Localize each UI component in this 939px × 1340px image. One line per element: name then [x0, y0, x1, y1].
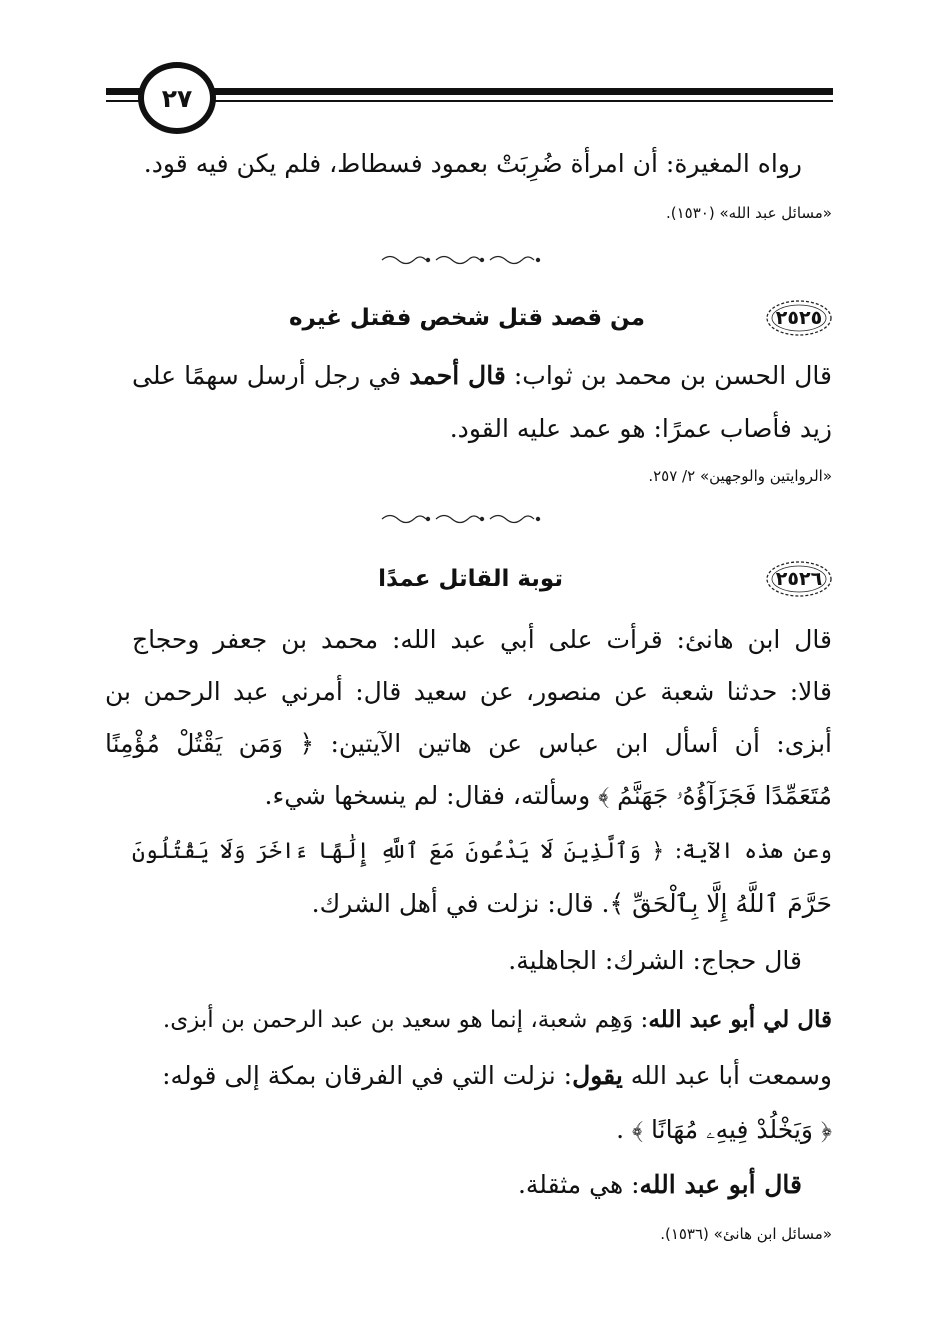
source-citation: «مسائل عبد الله» (١٥٣٠).: [666, 204, 832, 222]
paragraph-line: قال أبو عبد الله: هي مثقلة.: [517, 1170, 802, 1199]
ornament-divider: [378, 511, 544, 527]
paragraph-line: قال ابن هانئ: قرأت على أبي عبد الله: محمد بن جعفر وحجاج: [132, 625, 832, 654]
paragraph-line: وعن هذه الآية: ﴿ وَٱلَّذِينَ لَا يَدْعُونَ مَعَ ٱللَّهِ إِلَٰهًا ءَاخَرَ وَلَا يَقْتُلُونَ: [132, 839, 832, 864]
paragraph-line: حَرَّمَ ٱللَّهُ إِلَّا بِٱلْحَقِّ ﴾. قال: نزلت في أهل الشرك.: [311, 889, 832, 918]
paragraph-line: قالا: حدثنا شعبة عن منصور، عن سعيد قال: أمرني عبد الرحمن بن: [105, 677, 832, 706]
section-title: من قصد قتل شخص فقتل غيره: [288, 305, 645, 331]
paragraph-line: ﴿ وَيَخْلُدْ فِيهِۦ مُهَانًا ﴾ .: [616, 1115, 832, 1144]
paragraph-line: زيد فأصاب عمرًا: هو عمد عليه القود.: [449, 414, 832, 443]
entry-number-badge: [764, 559, 834, 599]
paragraph-line: قال حجاج: الشرك: الجاهلية.: [508, 946, 802, 975]
entry-number: ٢٥٢٦: [775, 568, 823, 590]
section-title: توبة القاتل عمدًا: [378, 566, 563, 592]
paragraph-line: مُتَعَمِّدًا فَجَزَآؤُهُۥ جَهَنَّمُ ﴾ وسألته، فقال: لم ينسخها شيء.: [264, 781, 832, 810]
page-number: ٢٧: [161, 83, 193, 113]
paragraph-line: رواه المغيرة: أن امرأة ضُرِبَتْ بعمود فسطاط، فلم يكن فيه قود.: [143, 149, 802, 178]
paragraph-line: قال الحسن بن محمد بن ثواب: قال أحمد في رجل أرسل سهمًا على: [132, 361, 832, 390]
paragraph-line: وسمعت أبا عبد الله يقول: نزلت التي في الفرقان بمكة إلى قوله:: [162, 1061, 832, 1090]
entry-number: ٢٥٢٥: [775, 307, 823, 329]
paragraph-line: قال لي أبو عبد الله: وَهِم شعبة، إنما هو سعيد بن عبد الرحمن بن أبزى.: [162, 1006, 832, 1033]
source-citation: «الروايتين والوجهين» ٢/ ٢٥٧.: [648, 467, 832, 485]
source-citation: «مسائل ابن هانئ» (١٥٣٦).: [660, 1225, 832, 1243]
paragraph-line: أبزى: أن أسأل ابن عباس عن هاتين الآيتين: ﴿ وَمَن يَقْتُلْ مُؤْمِنًا: [105, 729, 832, 758]
ornament-divider: [378, 252, 544, 268]
page-number-badge: [138, 62, 216, 134]
entry-number-badge: [764, 298, 834, 338]
